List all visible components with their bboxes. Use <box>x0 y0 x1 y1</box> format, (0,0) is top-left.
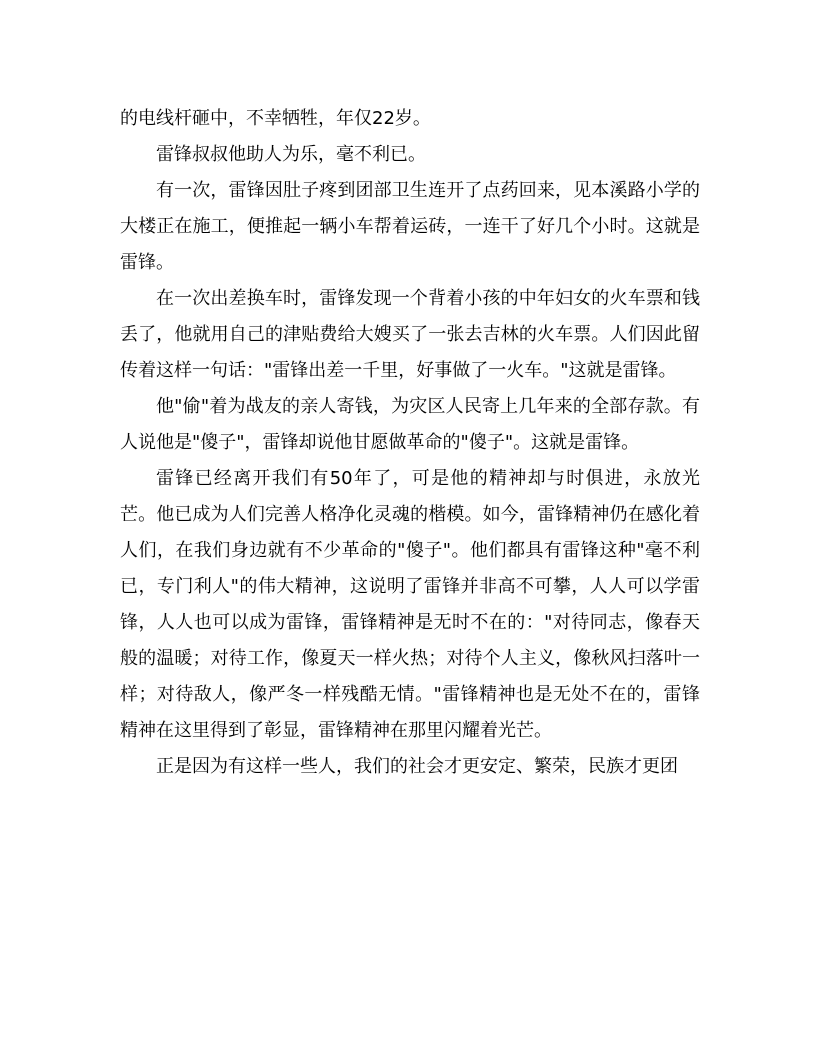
paragraph-1: 的电线杆砸中，不幸牺牲，年仅22岁。 <box>120 108 431 129</box>
paragraph-7: 正是因为有这样一些人，我们的社会才更安定、繁荣，民族才更团 <box>156 756 678 777</box>
paragraph-6: 雷锋已经离开我们有50年了，可是他的精神却与时俱进，永放光芒。他已成为人们完善人格净化灵魂的楷模。如今，雷锋精神仍在感化着人们，在我们身边就有不少革命的"傻子"。他们都具有雷锋这种"毫不利已，专门利人"的伟大精神，这说明了雷锋并非高不可攀，人人可以学雷锋，人人也可以成为雷锋，雷锋精神是无时不在的："对待同志，像春天般的温暖；对待工作，像夏天一样火热；对待个人主义，像秋风扫落叶一样；对待敌人，像严冬一样残酷无情。"雷锋精神也是无处不在的，雷锋精神在这里得到了彰显，雷锋精神在那里闪耀着光芒。 <box>120 468 700 741</box>
paragraph-5: 他"偷"着为战友的亲人寄钱，为灾区人民寄上几年来的全部存款。有人说他是"傻子"，雷锋却说他甘愿做革命的"傻子"。这就是雷锋。 <box>120 396 700 453</box>
paragraph-4: 在一次出差换车时，雷锋发现一个背着小孩的中年妇女的火车票和钱丢了，他就用自己的津贴费给大嫂买了一张去吉林的火车票。人们因此留传着这样一句话："雷锋出差一千里，好事做了一火车。"这就是雷锋。 <box>120 288 700 381</box>
document-body <box>120 101 700 785</box>
paragraph-2: 雷锋叔叔他助人为乐，毫不利已。 <box>156 144 426 165</box>
paragraph-3: 有一次，雷锋因肚子疼到团部卫生连开了点药回来，见本溪路小学的大楼正在施工，便推起一辆小车帮着运砖，一连干了好几个小时。这就是雷锋。 <box>120 180 700 273</box>
